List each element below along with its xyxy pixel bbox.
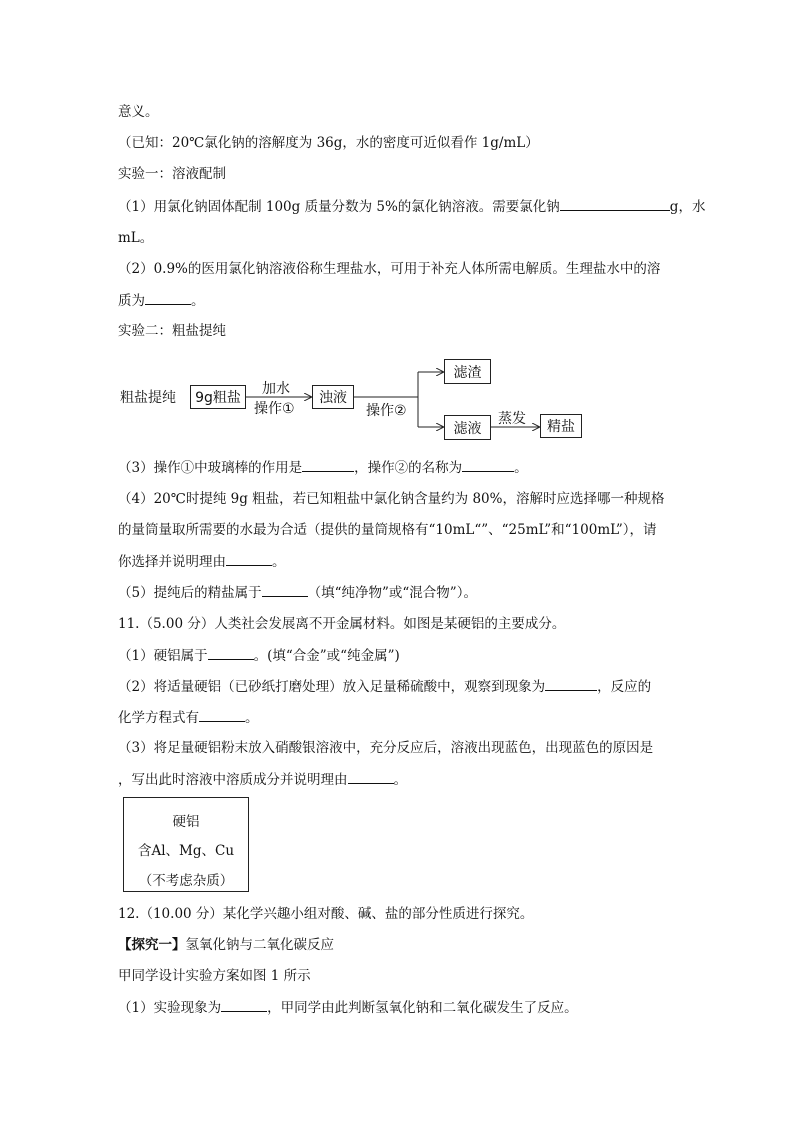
question-text: mL。 bbox=[118, 230, 154, 246]
question-text: （5）提纯后的精盐属于 bbox=[118, 585, 262, 601]
question-line bbox=[118, 770, 407, 789]
question-text: （1）实验现象为 bbox=[118, 1000, 222, 1016]
question-line bbox=[118, 677, 651, 696]
box-filtrate: 滤液 bbox=[444, 415, 491, 440]
question-text: 你选择并说明理由 bbox=[118, 554, 226, 570]
question-text: 。 bbox=[191, 293, 205, 309]
answer-blank[interactable] bbox=[199, 708, 245, 722]
question-text: （2）0.9%的医用氯化钠溶液俗称生理盐水，可用于补充人体所需电解质。生理盐水中的溶 bbox=[118, 261, 661, 277]
question-text: ，写出此时溶液中溶质成分并说明理由 bbox=[118, 772, 348, 788]
question-text: ，甲同学由此判断氢氧化钠和二氧化碳发生了反应。 bbox=[267, 1000, 578, 1016]
composition-note: （不考虑杂质） bbox=[138, 873, 234, 889]
question-text: 甲同学设计实验方案如图 1 所示 bbox=[118, 968, 311, 984]
question-heading bbox=[118, 905, 533, 923]
question-text: ，反应的 bbox=[597, 679, 652, 695]
question-text: 的量筒量取所需要的水最为合适（提供的量筒规格有“10mL“”、“25mL”和“100mL”），请 bbox=[118, 522, 657, 538]
answer-blank[interactable] bbox=[208, 646, 254, 660]
flow-start-label: 粗盐提纯 bbox=[120, 390, 176, 406]
question-line bbox=[118, 739, 653, 757]
composition-title: 硬铝 bbox=[172, 814, 200, 830]
box-turbid: 浊液 bbox=[312, 385, 354, 409]
question-text: 。 bbox=[514, 460, 528, 476]
question-text: 质为 bbox=[118, 293, 145, 309]
hard-aluminum-composition-box bbox=[123, 797, 249, 892]
inquiry-1-title: 氢氧化钠与二氧化碳反应 bbox=[185, 937, 334, 953]
step2-label: 操作② bbox=[366, 403, 407, 419]
question-line bbox=[118, 552, 286, 571]
composition-contents: 含Al、Mg、Cu bbox=[137, 843, 235, 859]
question-line bbox=[118, 490, 664, 508]
answer-blank[interactable] bbox=[545, 677, 597, 691]
step1-label-top: 加水 bbox=[262, 381, 290, 397]
answer-blank[interactable] bbox=[348, 770, 394, 784]
question-text: 化学方程式有 bbox=[118, 710, 199, 726]
question-text: ，操作②的名称为 bbox=[354, 460, 463, 476]
question-text: 。(填“合金”或“纯金属”) bbox=[253, 648, 400, 664]
experiment-2-title: 实验二：粗盐提纯 bbox=[118, 323, 226, 339]
known-condition: （已知：20℃氯化钠的溶解度为 36g，水的密度可近似看作 1g/mL） bbox=[118, 135, 539, 151]
question-text: （1）硬铝属于 bbox=[118, 648, 208, 664]
question-text: 。 bbox=[245, 710, 259, 726]
question-11-title: 11.（5.00 分）人类社会发展离不开金属材料。如图是某硬铝的主要成分。 bbox=[118, 616, 566, 632]
step1-label-bottom: 操作① bbox=[254, 401, 295, 417]
question-text: 。 bbox=[272, 554, 286, 570]
question-text: （填“纯净物”或“混合物”）。 bbox=[307, 585, 477, 601]
question-text: g，水 bbox=[669, 199, 706, 215]
answer-blank[interactable] bbox=[302, 458, 354, 472]
question-line bbox=[118, 458, 528, 477]
question-text: 。 bbox=[393, 772, 407, 788]
question-line bbox=[118, 583, 477, 602]
question-text: （3）操作①中玻璃棒的作用是 bbox=[118, 460, 303, 476]
question-line bbox=[118, 646, 400, 665]
box-residue: 滤渣 bbox=[444, 359, 491, 384]
question-line bbox=[118, 708, 259, 727]
question-12-title: 12.（10.00 分）某化学兴趣小组对酸、碱、盐的部分性质进行探究。 bbox=[118, 906, 534, 922]
section-heading bbox=[118, 936, 334, 954]
answer-blank[interactable] bbox=[262, 583, 308, 597]
experiment-1-title: 实验一：溶液配制 bbox=[118, 166, 226, 182]
answer-blank[interactable] bbox=[226, 552, 272, 566]
box-refined-salt: 精盐 bbox=[540, 414, 582, 438]
question-line bbox=[118, 998, 578, 1017]
box-crude-salt: 9g粗盐 bbox=[190, 385, 246, 409]
question-text: （2）将适量硬铝（已砂纸打磨处理）放入足量稀硫酸中，观察到现象为 bbox=[118, 679, 546, 695]
question-text: （1）用氯化钠固体配制 100g 质量分数为 5%的氯化钠溶液。需要氯化钠 bbox=[118, 199, 560, 215]
question-text: （4）20℃时提纯 9g 粗盐，若已知粗盐中氯化钠含量约为 80%，溶解时应选择哪一种规格 bbox=[118, 491, 665, 507]
question-text: （3）将足量硬铝粉末放入硝酸银溶液中，充分反应后，溶液出现蓝色，出现蓝色的原因是 bbox=[118, 740, 654, 756]
answer-blank[interactable] bbox=[221, 998, 267, 1012]
question-line bbox=[118, 521, 657, 539]
text-line bbox=[118, 967, 311, 985]
inquiry-1-label: 【探究一】 bbox=[118, 937, 186, 953]
question-heading bbox=[118, 615, 565, 633]
step3-label: 蒸发 bbox=[498, 411, 526, 427]
answer-blank[interactable] bbox=[462, 458, 514, 472]
text: 意义。 bbox=[118, 104, 159, 120]
